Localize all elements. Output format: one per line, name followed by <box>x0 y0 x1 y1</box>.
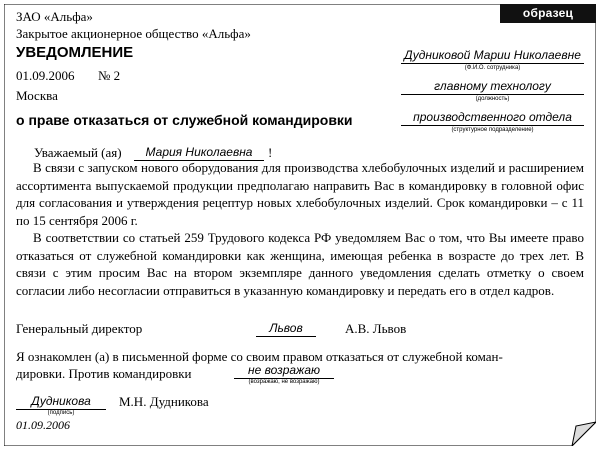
addressee-department-line <box>401 125 584 126</box>
org-full-name: Закрытое акционерное общество «Альфа» <box>16 26 251 41</box>
doc-city: Москва <box>16 88 58 103</box>
document-page <box>4 4 596 446</box>
body-paragraph-2: В соответствии со статьей 259 Трудового кодекса РФ уведомляем Вас о том, что Вы имеете право отказаться от служебной командировки как женщина, имеющая ребенка в возрасте до трех лет. В связи с этим просим Вас на втором экземпляре данного уведомления сделать отметку о своем согласии либо несогласии отправиться в указанную командировку и передать его в отдел кадров. <box>16 230 584 298</box>
doc-subject: о праве отказаться от служебной командировки <box>16 112 353 128</box>
ack-text-line-2: дировки. Против командировки <box>16 366 192 381</box>
folded-corner <box>572 422 596 446</box>
director-signature: Львов <box>269 321 303 335</box>
director-name: А.В. Львов <box>345 321 407 336</box>
employee-name: М.Н. Дудникова <box>119 394 209 409</box>
employee-signature-caption: (подпись) <box>47 410 75 416</box>
sample-badge: образец <box>500 4 596 23</box>
director-signature-line <box>256 336 316 337</box>
employee-date: 01.09.2006 <box>16 418 70 432</box>
addressee-position-caption: (должность) <box>475 96 510 102</box>
addressee-department: производственного отдела <box>413 110 572 124</box>
doc-number: № 2 <box>98 68 121 83</box>
addressee-position-line <box>401 94 584 95</box>
doc-date: 01.09.2006 <box>16 68 75 83</box>
doc-type: УВЕДОМЛЕНИЕ <box>16 44 134 61</box>
addressee-department-caption: (структурное подразделение) <box>451 127 534 133</box>
ack-answer: не возражаю <box>247 363 321 377</box>
addressee-name-line <box>401 63 584 64</box>
salutation-prefix: Уважаемый (ая) <box>34 145 122 160</box>
addressee-name: Дудниковой Марии Николаевне <box>404 48 581 62</box>
ack-answer-caption: (возражаю, не возражаю) <box>248 379 320 385</box>
body-paragraph-1: В связи с запуском нового оборудования для производства хлебобулочных изделий и расширением ассортимента выпускаемой продукции предполагаю направить Вас в командировку в головной офис для согласования и утверждения рецептур новых хлебобулочных изделий. Срок командировки – с 11 по 15 сентября 2006 г. <box>16 160 584 228</box>
employee-signature: Дудникова <box>31 394 91 408</box>
salutation-name: Мария Николаевна <box>145 145 253 159</box>
org-short-name: ЗАО «Альфа» <box>16 9 93 24</box>
addressee-name-caption: (Ф.И.О. сотрудника) <box>464 65 521 71</box>
director-title: Генеральный директор <box>16 321 143 336</box>
addressee-position: главному технологу <box>434 79 551 93</box>
salutation-suffix: ! <box>268 145 273 160</box>
ack-text-line-1: Я ознакомлен (а) в письменной форме со своим правом отказаться от служебной коман- <box>16 349 503 364</box>
